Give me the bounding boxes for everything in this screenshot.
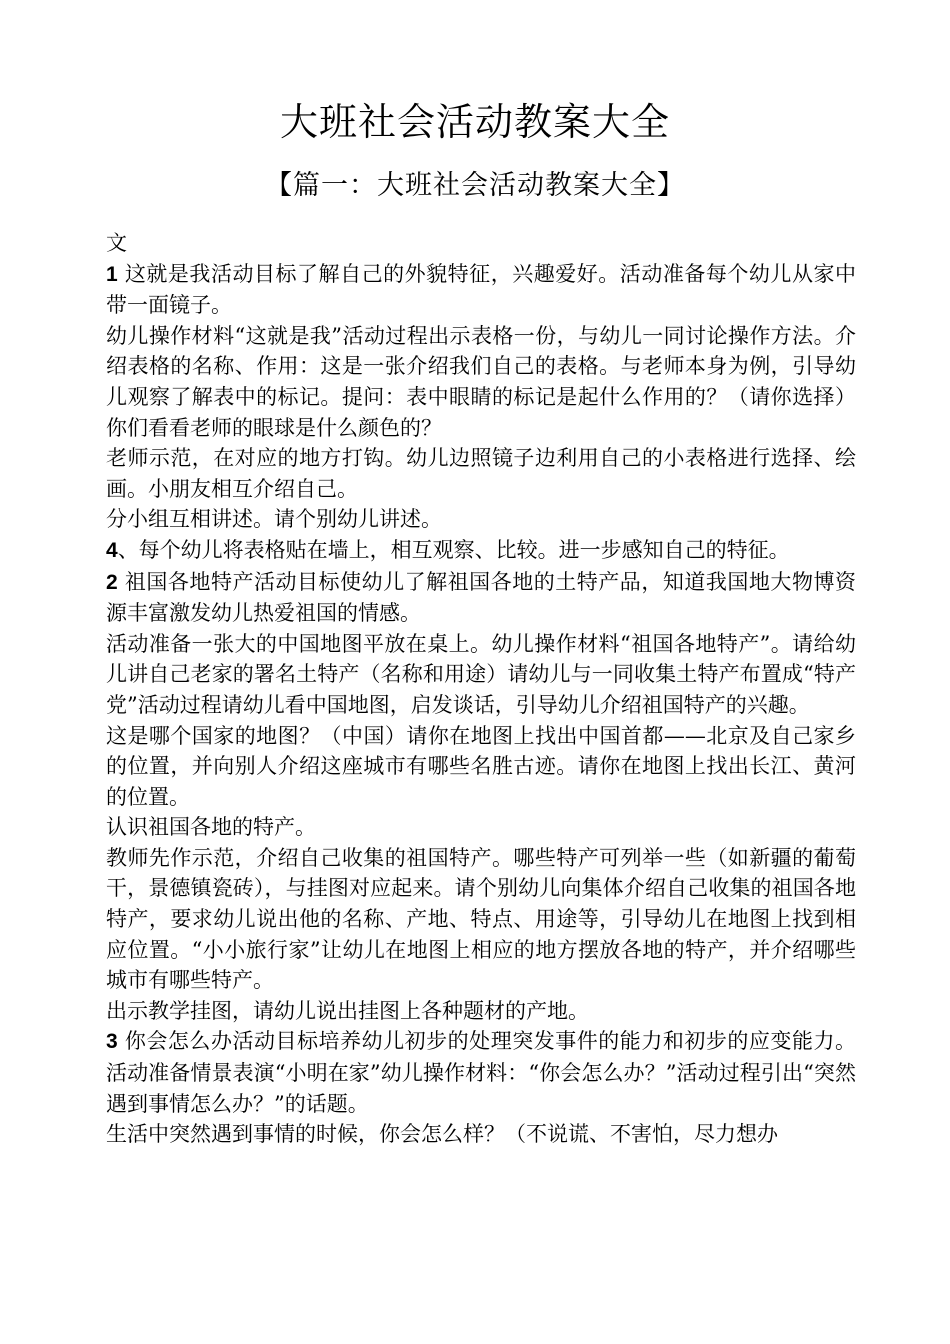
- paragraph-text: 老师示范，在对应的地方打钩。幼儿边照镜子边利用自己的小表格进行选择、绘画。小朋友相互介绍自己。: [106, 446, 856, 501]
- paragraph: [106, 443, 856, 504]
- paragraph-text: 幼儿操作材料“这就是我”活动过程出示表格一份，与幼儿一同讨论操作方法。介绍表格的名称、作用：这是一张介绍我们自己的表格。与老师本身为例，引导幼儿观察了解表中的标记。提问：表中眼睛的标记是起什么作用的？（请你选择）你们看看老师的眼球是什么颜色的？: [106, 323, 856, 440]
- paragraph-text: 生活中突然遇到事情的时候，你会怎么样？（不说谎、不害怕，尽力想办: [106, 1122, 778, 1147]
- paragraph: [106, 996, 856, 1027]
- paragraph: [106, 1119, 856, 1150]
- paragraph: [106, 812, 856, 843]
- paragraph: [106, 567, 856, 629]
- paragraph-text: 文: [106, 231, 127, 255]
- paragraph-text: 、每个幼儿将表格贴在墙上，相互观察、比较。进一步感知自己的特征。: [117, 537, 790, 562]
- paragraph: [106, 535, 856, 567]
- section-heading: 【篇一：大班社会活动教案大全】: [265, 170, 685, 201]
- item-number: 3: [106, 1030, 118, 1054]
- document-title: 大班社会活动教案大全: [279, 100, 670, 144]
- paragraph: [106, 321, 856, 443]
- paragraph-text: 认识祖国各地的特产。: [106, 815, 316, 840]
- paragraph-text: 这是哪个国家的地图？（中国）请你在地图上找出中国首都——北京及自己家乡的位置，并向别人介绍这座城市有哪些名胜古迹。请你在地图上找出长江、黄河的位置。: [106, 723, 856, 809]
- paragraph: [106, 721, 856, 813]
- document-body: [106, 228, 856, 1150]
- item-number: 2: [106, 570, 118, 594]
- item-number: 1: [106, 262, 118, 286]
- paragraph-text: 分小组互相讲述。请个别幼儿讲述。: [106, 507, 442, 532]
- item-number: 4: [106, 538, 118, 562]
- paragraph: [106, 843, 856, 996]
- paragraph: [106, 504, 856, 535]
- paragraph: [106, 259, 856, 321]
- paragraph: [106, 228, 856, 259]
- paragraph-text: 这就是我活动目标了解自己的外貌特征，兴趣爱好。活动准备每个幼儿从家中带一面镜子。: [106, 261, 856, 318]
- paragraph-text: 教师先作示范，介绍自己收集的祖国特产。哪些特产可列举一些（如新疆的葡萄干，景德镇瓷砖），与挂图对应起来。请个别幼儿向集体介绍自己收集的祖国各地特产，要求幼儿说出他的名称、产地、特点、用途等，引导幼儿在地图上找到相应位置。“小小旅行家”让幼儿在地图上相应的地方摆放各地的特产，并介绍哪些城市有哪些特产。: [106, 845, 856, 993]
- paragraph-text: 出示教学挂图，请幼儿说出挂图上各种题材的产地。: [106, 998, 589, 1023]
- paragraph: [106, 1026, 856, 1119]
- paragraph-text: 你会怎么办活动目标培养幼儿初步的处理突发事件的能力和初步的应变能力。活动准备情景表演“小明在家”幼儿操作材料：“你会怎么办？”活动过程引出“突然遇到事情怎么办？”的话题。: [106, 1029, 856, 1116]
- paragraph-text: 祖国各地特产活动目标使幼儿了解祖国各地的土特产品，知道我国地大物博资源丰富激发幼儿热爱祖国的情感。: [106, 569, 856, 626]
- paragraph: [106, 629, 856, 721]
- paragraph-text: 活动准备一张大的中国地图平放在桌上。幼儿操作材料“祖国各地特产”。请给幼儿讲自己老家的署名土特产（名称和用途）请幼儿与一同收集土特产布置成“特产党”活动过程请幼儿看中国地图，启发谈话，引导幼儿介绍祖国特产的兴趣。: [106, 631, 856, 717]
